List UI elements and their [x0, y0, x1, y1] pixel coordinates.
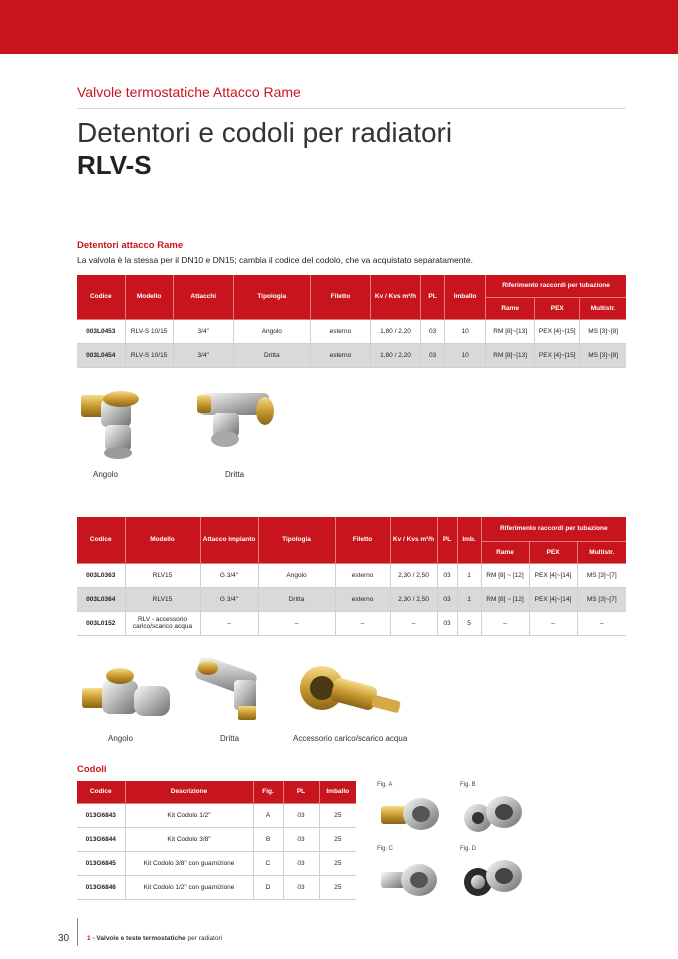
valve-angle-photo — [75, 385, 160, 463]
col-modello: Modello — [125, 275, 173, 319]
col-pl: PL — [437, 517, 457, 563]
table-row — [77, 611, 626, 635]
cell-attacco: G 3/4" — [200, 563, 258, 587]
fig-c-photo — [377, 854, 443, 902]
caption-accessorio: Accessorio carico/scarico acqua — [293, 734, 408, 743]
cell-tipologia: Angolo — [258, 563, 335, 587]
cell-multistr: MS [3]~[8] — [580, 319, 626, 343]
col-fig: Fig. — [253, 781, 283, 803]
cell-imb: 5 — [457, 611, 481, 635]
col-attacchi: Attacchi — [173, 275, 233, 319]
cell-pl: 03 — [283, 803, 319, 827]
chapter-separator: - — [92, 935, 95, 942]
cell-tipologia: Dritta — [233, 343, 310, 367]
cell-fig: A — [253, 803, 283, 827]
fig-a-label: Fig. A — [377, 782, 393, 788]
col-riferimento: Riferimento raccordi per tubazione — [481, 517, 626, 541]
cell-codice: 003L0453 — [77, 319, 125, 343]
cell-fig: B — [253, 827, 283, 851]
cell-pl: 03 — [437, 611, 457, 635]
page-title: Detentori e codoli per radiatori — [77, 117, 453, 148]
cell-codice: 013G6846 — [77, 875, 125, 899]
col-multistr: Multistr. — [577, 541, 626, 563]
footer-text — [87, 935, 222, 942]
cell-pex: – — [529, 611, 577, 635]
cell-filetto: – — [335, 611, 390, 635]
cell-tipologia: Dritta — [258, 587, 335, 611]
cell-pl: 03 — [283, 827, 319, 851]
table-row — [77, 875, 356, 899]
table-row — [77, 587, 626, 611]
detentori-table — [77, 275, 626, 368]
cell-imballo: 25 — [319, 827, 356, 851]
cell-kv: 2,30 / 2,50 — [390, 563, 437, 587]
cell-modello: RLV15 — [125, 563, 200, 587]
col-attacco-impianto: Attacco impianto — [200, 517, 258, 563]
table-row — [77, 803, 356, 827]
col-modello: Modello — [125, 517, 200, 563]
block1-description: La valvola è la stessa per il DN10 e DN15; cambia il codice del codolo, che va acquistato separatamente. — [77, 255, 473, 265]
section-title: Valvole termostatiche Attacco Rame — [77, 84, 301, 100]
col-pl: PL — [421, 275, 445, 319]
cell-codice: 013G6844 — [77, 827, 125, 851]
cell-kv: – — [390, 611, 437, 635]
col-codice: Codice — [77, 275, 125, 319]
cell-pex: PEX [4]~[15] — [535, 343, 580, 367]
col-codice: Codice — [77, 781, 125, 803]
cell-pl: 03 — [421, 343, 445, 367]
fig-b-label: Fig. B — [460, 782, 476, 788]
cell-descrizione: Kit Codolo 1/2" — [125, 803, 253, 827]
block1-subtitle: Detentori attacco Rame — [77, 240, 184, 251]
cell-imballo: 25 — [319, 851, 356, 875]
accessory-photo — [292, 660, 407, 726]
cell-tipologia: – — [258, 611, 335, 635]
cell-kv: 1,80 / 2,20 — [370, 319, 420, 343]
col-descrizione: Descrizione — [125, 781, 253, 803]
cell-tipologia: Angolo — [233, 319, 310, 343]
cell-rame: RM [8] ~ [12] — [481, 587, 529, 611]
caption-angolo-2: Angolo — [108, 734, 133, 743]
chapter-number: 1 — [87, 935, 91, 942]
col-imballo: Imballo — [445, 275, 486, 319]
cell-kv: 2,30 / 2,50 — [390, 587, 437, 611]
caption-angolo: Angolo — [93, 470, 118, 479]
col-tipologia: Tipologia — [258, 517, 335, 563]
cell-pex: PEX [4]~[14] — [529, 587, 577, 611]
col-filetto: Filetto — [335, 517, 390, 563]
cell-codice: 003L0364 — [77, 587, 125, 611]
fig-c-label: Fig. C — [377, 846, 394, 852]
cell-pex: PEX [4]~[15] — [535, 319, 580, 343]
col-rame: Rame — [481, 541, 529, 563]
model-title: RLV-S — [77, 150, 152, 180]
cell-attacco: G 3/4" — [200, 587, 258, 611]
cell-descrizione: Kit Codolo 3/8" con guarnizione — [125, 851, 253, 875]
codoli-table — [77, 781, 356, 900]
cell-codice: 003L0363 — [77, 563, 125, 587]
cell-filetto: esterno — [310, 343, 370, 367]
cell-descrizione: Kit Codolo 3/8" — [125, 827, 253, 851]
cell-filetto: esterno — [335, 563, 390, 587]
col-imballo: Imballo — [319, 781, 356, 803]
cell-modello: RLV-S 10/15 — [125, 343, 173, 367]
cell-rame: RM [8] ~ [12] — [481, 563, 529, 587]
divider — [77, 108, 626, 109]
cell-imballo: 25 — [319, 875, 356, 899]
col-kv: Kv / Kvs m³/h — [390, 517, 437, 563]
col-riferimento: Riferimento raccordi per tubazione — [486, 275, 626, 297]
cell-filetto: esterno — [335, 587, 390, 611]
cell-multistr: – — [577, 611, 626, 635]
footer-divider — [77, 918, 78, 946]
block3-subtitle: Codoli — [77, 764, 107, 775]
cell-rame: RM [8]~[13] — [486, 319, 535, 343]
cell-rame: – — [481, 611, 529, 635]
table-row — [77, 319, 626, 343]
cell-codice: 013G6843 — [77, 803, 125, 827]
col-pex: PEX — [529, 541, 577, 563]
cell-descrizione: Kit Codolo 1/2" con guarnizione — [125, 875, 253, 899]
cell-imballo: 10 — [445, 319, 486, 343]
cell-fig: C — [253, 851, 283, 875]
col-multistr: Multistr. — [580, 297, 626, 319]
cell-codice: 013G6845 — [77, 851, 125, 875]
cell-pl: 03 — [437, 563, 457, 587]
rlv-straight-photo — [190, 658, 270, 728]
caption-dritta: Dritta — [225, 470, 245, 479]
cell-imballo: 25 — [319, 803, 356, 827]
cell-kv: 1,80 / 2,20 — [370, 343, 420, 367]
cell-multistr: MS [3]~[7] — [577, 587, 626, 611]
col-filetto: Filetto — [310, 275, 370, 319]
cell-filetto: esterno — [310, 319, 370, 343]
fig-d-photo — [458, 854, 524, 902]
col-pl: PL — [283, 781, 319, 803]
top-banner — [0, 0, 678, 54]
cell-pl: 03 — [283, 851, 319, 875]
cell-rame: RM [8]~[13] — [486, 343, 535, 367]
caption-dritta-2: Dritta — [220, 734, 240, 743]
col-imb: Imb. — [457, 517, 481, 563]
page-number: 30 — [58, 933, 70, 944]
rlv-angle-photo — [80, 660, 175, 728]
fig-d-label: Fig. D — [460, 846, 477, 852]
table-row — [77, 563, 626, 587]
cell-imb: 1 — [457, 587, 481, 611]
cell-modello: RLV-S 10/15 — [125, 319, 173, 343]
cell-multistr: MS [3]~[7] — [577, 563, 626, 587]
cell-fig: D — [253, 875, 283, 899]
col-tipologia: Tipologia — [233, 275, 310, 319]
cell-modello: RLV15 — [125, 587, 200, 611]
cell-attacchi: 3/4" — [173, 343, 233, 367]
cell-attacchi: 3/4" — [173, 319, 233, 343]
cell-imballo: 10 — [445, 343, 486, 367]
fig-b-photo — [458, 790, 524, 838]
table-row — [77, 827, 356, 851]
cell-pl: 03 — [283, 875, 319, 899]
cell-pex: PEX [4]~[14] — [529, 563, 577, 587]
table-row — [77, 343, 626, 367]
col-kv: Kv / Kvs m³/h — [370, 275, 420, 319]
cell-pl: 03 — [421, 319, 445, 343]
col-rame: Rame — [486, 297, 535, 319]
valve-straight-photo — [195, 385, 280, 463]
col-pex: PEX — [535, 297, 580, 319]
col-codice: Codice — [77, 517, 125, 563]
cell-multistr: MS [3]~[8] — [580, 343, 626, 367]
cell-codice: 003L0152 — [77, 611, 125, 635]
cell-attacco: – — [200, 611, 258, 635]
cell-codice: 003L0454 — [77, 343, 125, 367]
fig-a-photo — [377, 790, 443, 838]
cell-pl: 03 — [437, 587, 457, 611]
cell-modello: RLV - accessorio carico/scarico acqua — [125, 611, 200, 635]
chapter-title-rest: per radiatori — [187, 935, 223, 942]
cell-imb: 1 — [457, 563, 481, 587]
table-row — [77, 851, 356, 875]
rlv-table — [77, 517, 626, 636]
chapter-title-bold: Valvole e teste termostatiche — [96, 935, 186, 942]
